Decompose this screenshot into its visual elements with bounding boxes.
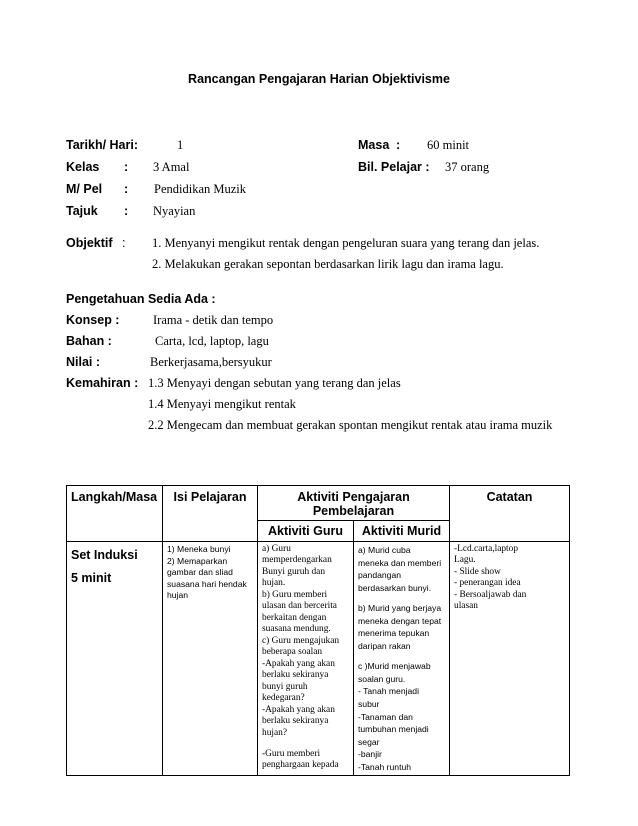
- isi-line: 2) Memaparkan: [167, 555, 228, 566]
- murid-line: soalan guru.: [358, 673, 406, 684]
- catatan-line: -Lcd.carta,laptop: [454, 544, 519, 554]
- guru-line: berlaku sekiranya: [262, 716, 329, 727]
- guru-line: beberapa soalan: [262, 647, 323, 658]
- guru-line: [262, 739, 349, 749]
- header-aktiviti-murid: Aktiviti Murid: [354, 521, 450, 542]
- murid-line: -banjir: [358, 749, 382, 760]
- bahan-value: Carta, lcd, laptop, lagu: [155, 334, 269, 348]
- guru-line: berkaitan dengan: [262, 612, 327, 623]
- objektif-label: Objektif: [66, 236, 113, 250]
- murid-line: berdasarkan bunyi.: [358, 582, 432, 593]
- murid-line: [358, 594, 445, 602]
- catatan-line: - penerangan idea: [454, 578, 521, 589]
- guru-line: berlaku sekiranya: [262, 670, 329, 681]
- guru-line: Bunyi guruh dan: [262, 566, 326, 577]
- guru-line: a) Guru: [262, 544, 291, 554]
- isi-cell: [163, 542, 258, 776]
- tajuk-label: Tajuk: [66, 204, 98, 218]
- murid-line: -Tanah runtuh: [358, 761, 412, 772]
- guru-line: penghargaan kepada: [262, 760, 339, 771]
- murid-line: c )Murid menjawab: [358, 661, 431, 672]
- tarikh-value: 1: [177, 138, 184, 152]
- guru-line: -Apakah yang akan: [262, 658, 335, 669]
- murid-line: [358, 652, 445, 660]
- kemahiran-item-1: 1.3 Menyayi dengan sebutan yang terang dan jelas: [148, 376, 401, 390]
- guru-line: hujan.: [262, 578, 286, 589]
- guru-line: -Guru memberi: [262, 748, 321, 759]
- mpel-colon: :: [124, 182, 129, 196]
- kelas-colon: :: [124, 160, 129, 174]
- kemahiran-item-3: 2.2 Mengecam dan membuat gerakan spontan mengikut rentak atau irama muzik: [148, 418, 553, 432]
- murid-line: segar: [358, 736, 380, 747]
- murid-line: - Tanah menjadi: [358, 686, 419, 697]
- kemahiran-label: Kemahiran :: [66, 376, 139, 390]
- murid-line: meneka dengan tepat: [358, 615, 442, 626]
- objektif-colon: :: [122, 236, 126, 250]
- guru-line: memperdengarkan: [262, 555, 332, 566]
- catatan-cell: [450, 542, 570, 776]
- guru-line: suasana mendung.: [262, 624, 331, 635]
- masa-colon: :: [396, 138, 401, 152]
- header-aktiviti-guru: Aktiviti Guru: [258, 521, 354, 542]
- bahan-label: Bahan :: [66, 334, 112, 348]
- header-langkah: Langkah/Masa: [67, 486, 163, 542]
- murid-line: subur: [358, 699, 380, 710]
- isi-line: hujan: [167, 590, 189, 601]
- catatan-line: Lagu.: [454, 555, 476, 566]
- tarikh-label: Tarikh/ Hari:: [66, 138, 139, 152]
- guru-line: -Apakah yang akan: [262, 704, 335, 715]
- table-row: [67, 542, 570, 776]
- pengetahuan-heading: Pengetahuan Sedia Ada :: [66, 292, 216, 306]
- pelajar-label: Bil. Pelajar :: [358, 160, 430, 174]
- guru-line: bunyi guruh: [262, 681, 308, 692]
- murid-line: daripan rakan: [358, 640, 411, 651]
- guru-line: kedegaran?: [262, 693, 305, 704]
- langkah-masa: 5 minit: [71, 571, 112, 585]
- kelas-value: 3 Amal: [153, 160, 190, 174]
- catatan-line: - Slide show: [454, 566, 501, 577]
- murid-line: a) Murid cuba: [358, 545, 411, 555]
- guru-line: b) Guru memberi: [262, 589, 328, 600]
- catatan-line: ulasan: [454, 601, 478, 612]
- lesson-plan-table: [66, 485, 570, 776]
- pelajar-value: 37 orang: [445, 160, 490, 174]
- page-title: Rancangan Pengajaran Harian Objektivisme: [188, 72, 450, 86]
- nilai-value: Berkerjasama,bersyukur: [150, 355, 272, 369]
- masa-value: 60 minit: [427, 138, 470, 152]
- isi-line: 1) Meneka bunyi: [167, 544, 231, 554]
- langkah-title: Set Induksi: [71, 548, 138, 562]
- header-catatan: Catatan: [450, 486, 570, 542]
- guru-line: ulasan dan bercerita: [262, 601, 337, 612]
- kemahiran-item-2: 1.4 Menyayi mengikut rentak: [148, 397, 296, 411]
- konsep-value: Irama - detik dan tempo: [153, 313, 274, 327]
- guru-cell: [258, 542, 354, 776]
- murid-line: tumbuhan menjadi: [358, 724, 429, 735]
- isi-line: suasana hari hendak: [167, 578, 247, 589]
- tajuk-colon: :: [124, 204, 129, 218]
- murid-line: -Tanaman dan: [358, 711, 413, 722]
- murid-line: pandangan: [358, 570, 402, 581]
- masa-label: Masa: [358, 138, 390, 152]
- objektif-item-2: 2. Melakukan gerakan sepontan berdasarkan lirik lagu dan irama lagu.: [152, 257, 504, 271]
- murid-line: menerima tepukan: [358, 628, 430, 639]
- header-isi: Isi Pelajaran: [163, 486, 258, 542]
- mpel-label: M/ Pel: [66, 182, 103, 196]
- langkah-cell: [67, 542, 163, 776]
- murid-line: meneka dan memberi: [358, 557, 442, 568]
- isi-line: gambar dan sliad: [167, 567, 233, 578]
- mpel-value: Pendidikan Muzik: [154, 182, 247, 196]
- konsep-label: Konsep :: [66, 313, 120, 327]
- murid-cell: [354, 542, 450, 776]
- kelas-label: Kelas: [66, 160, 100, 174]
- catatan-line: - Bersoaljawab dan: [454, 589, 527, 600]
- guru-line: c) Guru mengajukan: [262, 635, 340, 646]
- nilai-label: Nilai :: [66, 355, 101, 369]
- murid-line: b) Murid yang berjaya: [358, 603, 442, 614]
- tajuk-value: Nyayian: [153, 204, 196, 218]
- objektif-item-1: 1. Menyanyi mengikut rentak dengan pengeluran suara yang terang dan jelas.: [152, 236, 540, 250]
- guru-line: hujan?: [262, 727, 287, 738]
- header-aktiviti: Aktiviti Pengajaran Pembelajaran: [258, 486, 450, 521]
